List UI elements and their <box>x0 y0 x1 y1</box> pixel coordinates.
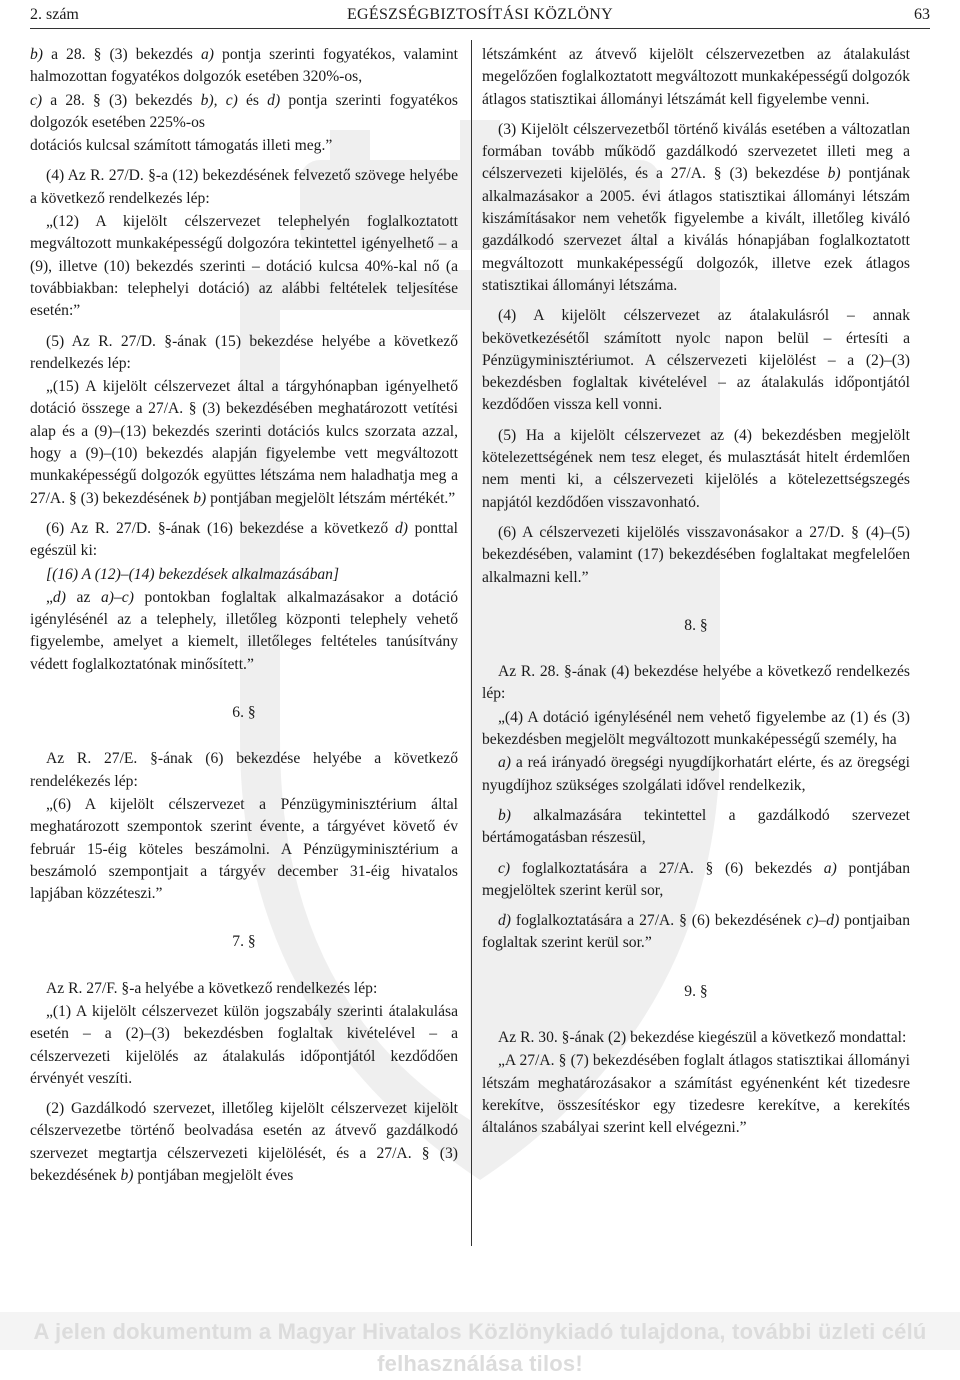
copyright-notice: A jelen dokumentum a Magyar Hivatalos Közlönykiadó tulajdona, további üzleti célú felhasználása tilos! <box>33 1319 927 1376</box>
paragraph: „(6) A kijelölt célszervezet a Pénzügyminisztérium által meghatározott szempontok szerint évente, a tárgyévet követő év február 15-éig köteles beszámolni. A Pénzügyminisztérium a beszámoló szempontjait a tárgyév december 31-éig hivatalos lapjában közzéteszi.” <box>30 795 458 903</box>
section-heading: 9. § <box>684 982 708 1000</box>
paragraph: (4) A kijelölt célszervezet az átalakulásról – annak bekövetkezésétől számított nyolc napon belül – értesíti a Pénzügyminisztériumot. A célszervezeti kijelölést – a (2)–(3) bekezdésben foglaltak kivételével – az átalakulás időpontjától kezdődően vissza kell vonni. <box>482 307 910 414</box>
section-heading: 8. § <box>684 616 708 634</box>
paragraph: (4) Az R. 27/D. §-a (12) bekezdésének felvezető szövege helyébe a következő rendelkezés lép: <box>30 167 458 207</box>
paragraph: (5) Ha a kijelölt célszervezet az (4) bekezdésben megjelölt kötelezettségének nem tesz eleget, és mulasztását hitelt érdemlően nem menti ki, a célszervezeti kijelölés a kötelezettségszegés napjától kezdődően visszavonható. <box>482 426 910 511</box>
paragraph: „A 27/A. § (7) bekezdésében foglalt átlagos statisztikai állományi létszám meghatározásakor a számítást egyénenként két tizedesre kerekítve, összesítéskor egy tizedesre kerekítve, a kerekítés általános szabályai szerint kell elvégezni.” <box>482 1052 910 1137</box>
paragraph: Az R. 27/F. §-a helyébe a következő rendelkezés lép: <box>46 979 378 997</box>
paragraph: „d) az a)–c) pontokban foglaltak alkalmazásakor a dotáció igénylésénél az a telephely, illetőleg központi telephely vehető figyelembe, amelyet a kiemelt, illetőleges feltételes tanúsítvány védett foglalkoztatónak minősített.” <box>30 588 459 673</box>
column-divider <box>471 40 472 1246</box>
page-number: 63 <box>914 6 930 23</box>
page-header <box>30 4 930 29</box>
left-column <box>30 44 458 1188</box>
paragraph: Az R. 27/E. §-ának (6) bekezdése helyébe a következő rendelékezés lép: <box>30 750 458 790</box>
paragraph: [(16) A (12)–(14) bekezdések alkalmazásában] <box>46 565 340 583</box>
paragraph: a) a reá irányadó öregségi nyugdíjkorhatárt elérte, és az öregségi nyugdíjhoz szükséges szolgálati idővel rendelkezik, <box>482 754 910 794</box>
paragraph: létszámként az átvevő kijelölt célszervezetben az átalakulást megelőzően foglalkoztatott megváltozott munkaképességű dolgozók átlagos statisztikai állományi létszámát kell figyelembe venni. <box>482 46 910 108</box>
paragraph: d) foglalkoztatására a 27/A. § (6) bekezdésének c)–d) pontjaiban foglaltak szerint kerül sor.” <box>482 912 910 952</box>
paragraph: Az R. 30. §-ának (2) bekezdése kiegészül a következő mondattal: <box>498 1028 907 1046</box>
paragraph: b) alkalmazására tekintettel a gazdálkodó szervezet bértámogatásban részesül, <box>482 806 910 847</box>
paragraph: c) a 28. § (3) bekezdés b), c) és d) pontja szerinti fogyatékos dolgozók esetében 225%-os <box>30 91 458 131</box>
section-heading: 6. § <box>232 704 256 722</box>
paragraph: (5) Az R. 27/D. §-ának (15) bekezdése helyébe a következő rendelkezés lép: <box>30 332 458 372</box>
paragraph: „(12) A kijelölt célszervezet telephelyén foglalkoztatott megváltozott munkaképességű dolgozóra tekintettel igényelhető – a (9), illetve (10) bekezdés szerinti – dotáció kulcsa 40%-kal nő (a továbbiakban: telephelyi dotáció) az alábbi feltételek teljesítése esetén:” <box>30 213 458 320</box>
paragraph: dotációs kulcsal számított támogatás illeti meg.” <box>30 137 333 155</box>
paragraph: „(4) A dotáció igénylésénél nem vehető figyelembe az (1) és (3) bekezdésben megjelölt megváltozott munkaképességű személy, ha <box>482 708 910 749</box>
paragraph: b) a 28. § (3) bekezdés a) pontja szerinti fogyatékos, valamint halmozottan fogyatékos dolgozók esetében 320%-os, <box>30 46 458 86</box>
right-column <box>482 44 910 1140</box>
paragraph: „(1) A kijelölt célszervezet külön jogszabály szerinti átalakulása esetén – a (2)–(3) bekezdésben foglaltak kivételével – a célszervezeti kijelölés az átalakulás időpontjától kezdődően érvényét veszíti. <box>30 1002 458 1087</box>
paragraph: Az R. 28. §-ának (4) bekezdése helyébe a következő rendelkezés lép: <box>482 663 910 703</box>
paragraph: (3) Kijelölt célszervezetből történő kiválás esetében a változatlan formában tovább működő gazdálkodó szervezetet illeti meg a célszervezeti kijelölés, és a 27/A. § (3) bekezdése b) pontjának alkalmazásakor a 2005. évi átlagos statisztikai állományi létszám kiszámításakor nem vehetők figyelembe a kivált, illetőleg kiváló gazdálkodó szervezet által a kiválás hónapjában foglalkoztatott megváltozott munkaképességű dolgozók, illetve ezek átlagos statisztikai állományi létszáma. <box>482 120 910 294</box>
paragraph: (6) Az R. 27/D. §-ának (16) bekezdése a következő d) ponttal egészül ki: <box>30 519 458 560</box>
paragraph: „(15) A kijelölt célszervezet által a tárgyhónapban igényelhető dotáció összege a 27/A. § (3) bekezdésében meghatározott vetítési alap és a (9)–(13) bekezdés szerinti dotációs kulcs szorzata azzal, hogy a (9)–(10) bekezdés alapján figyelembe vett megváltozott munkaképességű dolgozók együttes létszáma nem haladhatja meg a 27/A. § (3) bekezdésének b) pontjában megjelölt létszám mértékét.” <box>30 378 458 507</box>
issue-number: 2. szám <box>30 6 79 23</box>
paragraph: c) foglalkoztatására a 27/A. § (6) bekezdés a) pontjában megjelöltek szerint kerül sor, <box>482 859 911 899</box>
paragraph: (6) A célszervezeti kijelölés visszavonásakor a 27/D. § (4)–(5) bekezdésében, valamint (17) bekezdésében foglaltakat megfelelően alkalmazni kell.” <box>482 523 910 586</box>
journal-title: EGÉSZSÉGBIZTOSÍTÁSI KÖZLÖNY <box>346 6 613 23</box>
section-heading: 7. § <box>232 933 256 951</box>
paragraph: (2) Gazdálkodó szervezet, illetőleg kijelölt célszervezet kijelölt célszervezetbe történő beolvadása esetén az átvevő gazdálkodó szervezet megtartja célszervezeti kijelölését, és a 27/A. § (3) bekezdésének b) pontjában megjelölt éves <box>30 1100 458 1185</box>
